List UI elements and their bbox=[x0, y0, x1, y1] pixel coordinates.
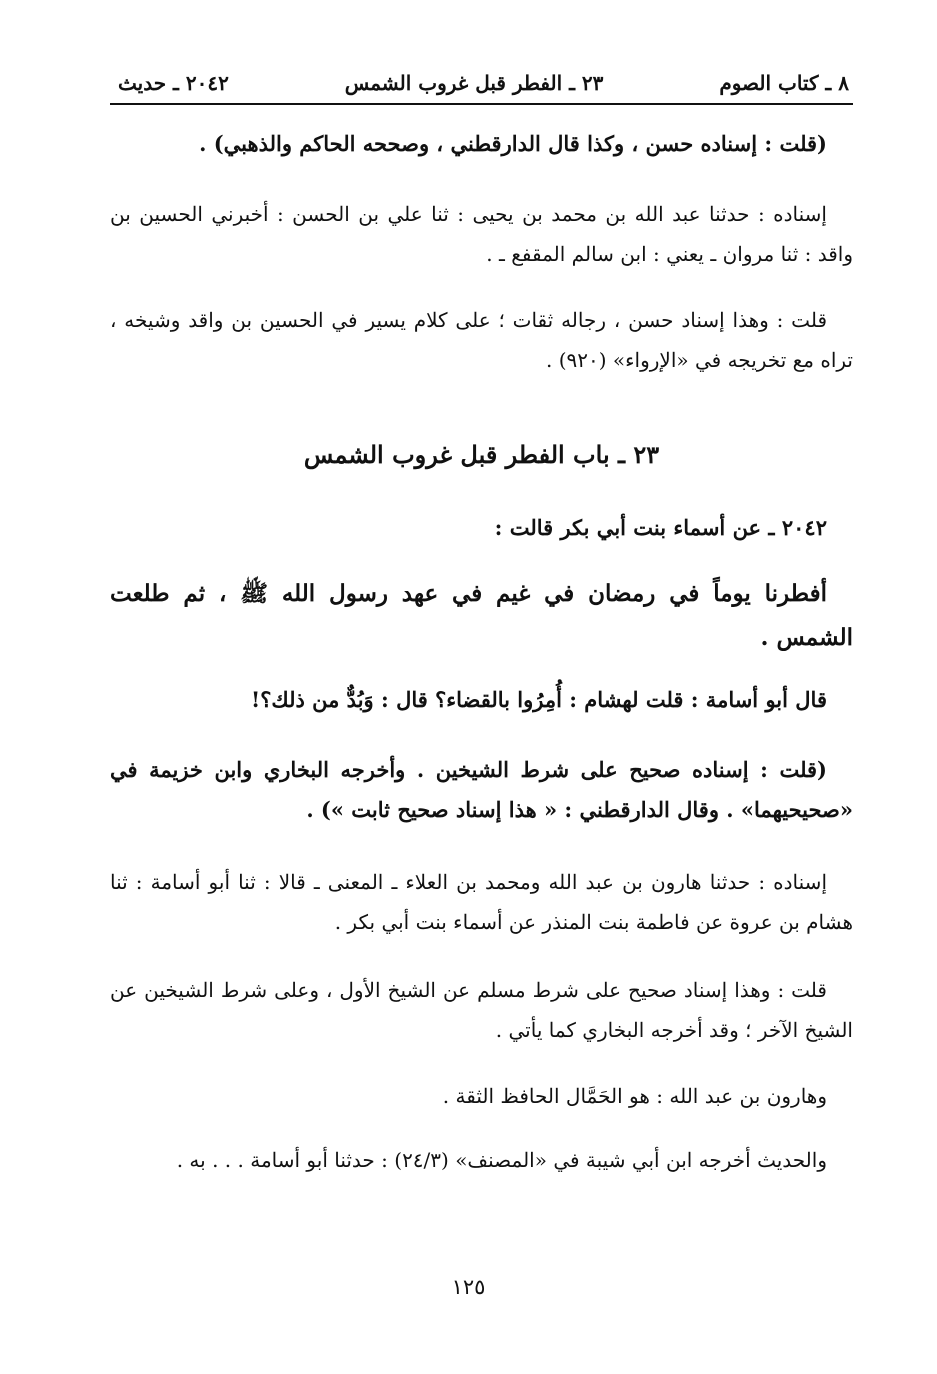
hadith-text: أفطرنا يوماً في رمضان في غيم في عهد رسول الله ﷺ ، ثم طلعت الشمس . bbox=[110, 580, 853, 651]
running-header bbox=[118, 66, 849, 100]
header-hadith-number: ٢٠٤٢ ـ حديث bbox=[118, 71, 229, 95]
header-divider bbox=[110, 103, 853, 105]
page-number: ١٢٥ bbox=[451, 1275, 486, 1299]
header-book-title: ٨ ـ كتاب الصوم bbox=[719, 71, 849, 95]
grading-paragraph-1: (قلت : إسناده حسن ، وكذا قال الدارقطني ، وصححه الحاكم والذهبي) . bbox=[199, 131, 827, 156]
isnad-paragraph-1: إسناده : حدثنا عبد الله بن محمد بن يحيى : ثنا علي بن الحسن : أخبرني الحسين بن واقد : ثنا مروان ـ يعني : ابن سالم المقفع ـ . bbox=[110, 202, 853, 266]
chapter-heading: ٢٣ ـ باب الفطر قبل غروب الشمس bbox=[303, 440, 660, 469]
narrator-note: وهارون بن عبد الله : هو الحَمَّال الحافظ الثقة . bbox=[442, 1084, 827, 1108]
grading-paragraph-2: (قلت : إسناده صحيح على شرط الشيخين . وأخرجه البخاري وابن خزيمة في «صحيحيهما» . وقال الدارقطني : « هذا إسناد صحيح ثابت ») . bbox=[110, 757, 853, 822]
abu-usama-report: قال أبو أسامة : قلت لهشام : أُمِرُوا بالقضاء؟ قال : وَبُدٌّ من ذلك؟! bbox=[251, 687, 827, 712]
isnad-paragraph-2: إسناده : حدثنا هارون بن عبد الله ومحمد بن العلاء ـ المعنى ـ قالا : ثنا أبو أسامة : ثنا هشام بن عروة عن فاطمة بنت المنذر عن أسماء بنت أبي بكر . bbox=[110, 870, 853, 934]
header-chapter-title: ٢٣ ـ الفطر قبل غروب الشمس bbox=[344, 71, 604, 95]
comment-paragraph-1: قلت : وهذا إسناد حسن ، رجاله ثقات ؛ على كلام يسير في الحسين بن واقد وشيخه ، تراه مع تخريجه في «الإرواء» (٩٢٠) . bbox=[110, 308, 853, 372]
takhrij-paragraph: والحديث أخرجه ابن أبي شيبة في «المصنف» (٢٤/٣) : حدثنا أبو أسامة . . . به . bbox=[176, 1148, 827, 1172]
hadith-intro: ٢٠٤٢ ـ عن أسماء بنت أبي بكر قالت : bbox=[494, 515, 827, 540]
comment-paragraph-2: قلت : وهذا إسناد صحيح على شرط مسلم عن الشيخ الأول ، وعلى شرط الشيخين عن الشيخ الآخر ؛ وقد أخرجه البخاري كما يأتي . bbox=[110, 978, 853, 1042]
